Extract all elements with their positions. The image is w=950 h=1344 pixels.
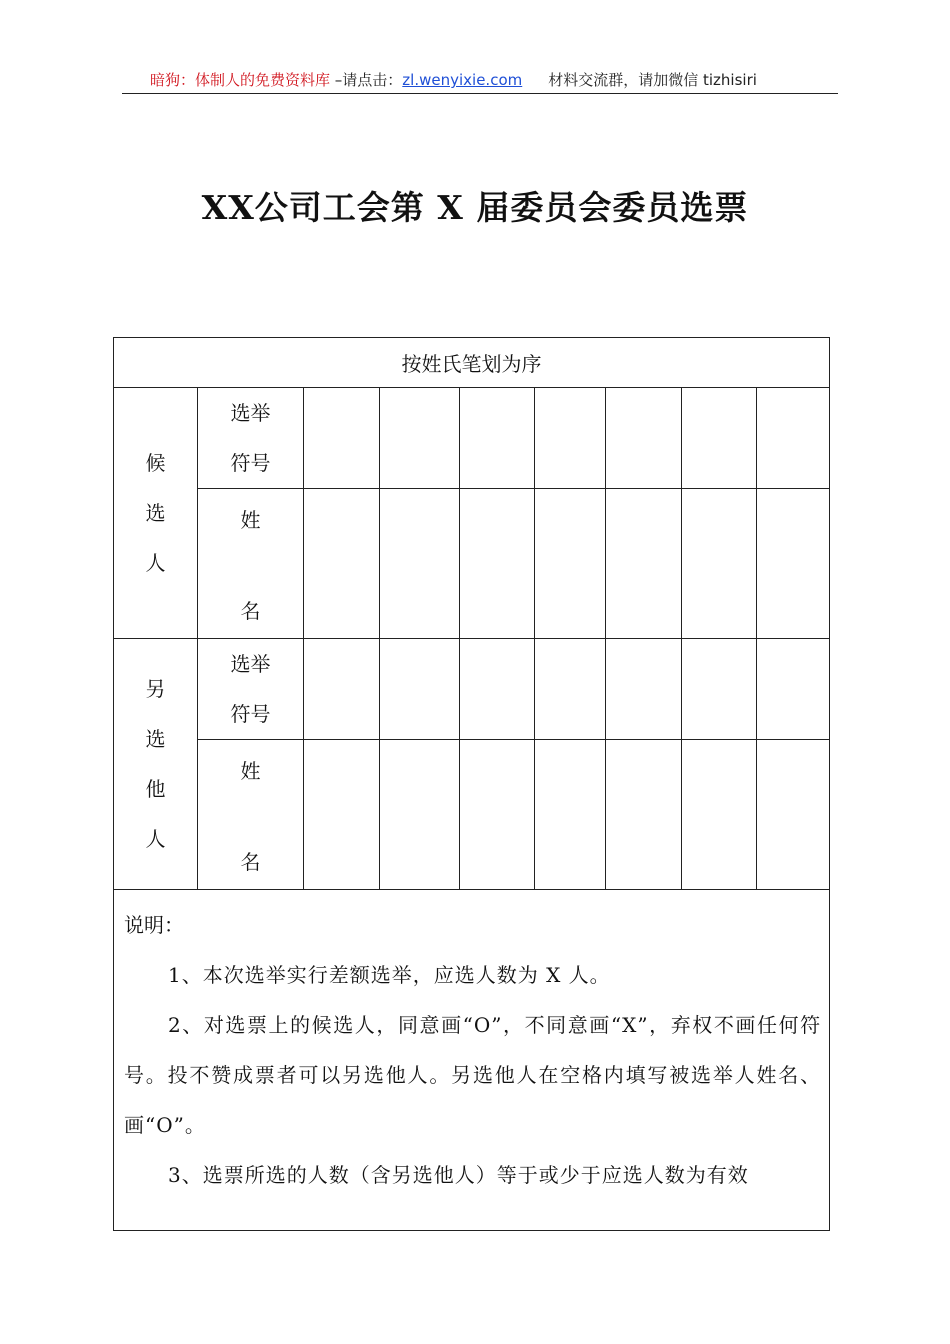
header-link[interactable]: zl.wenyixie.com xyxy=(402,71,523,89)
candidate-name-cell[interactable] xyxy=(535,489,606,639)
other-name-cell[interactable] xyxy=(535,740,606,890)
other-code-cell[interactable] xyxy=(304,639,380,740)
page-header xyxy=(150,70,840,90)
notes-item: 2、对选票上的候选人，同意画“O”，不同意画“X”，弃权不画任何符号。投不赞成票者可以另选他人。另选他人在空格内填写被选举人姓名、画“O”。 xyxy=(124,1013,822,1137)
notes-cell xyxy=(114,890,830,1231)
other-name-cell[interactable] xyxy=(606,740,682,890)
other-code-cell[interactable] xyxy=(535,639,606,740)
order-label: 按姓氏笔划为序 xyxy=(401,352,542,376)
header-site-name: 暗狗：体制人的免费资料库 xyxy=(150,71,331,89)
other-name-cell[interactable] xyxy=(304,740,380,890)
other-name-cell[interactable] xyxy=(380,740,460,890)
other-name-cell[interactable] xyxy=(757,740,830,890)
candidate-name-label xyxy=(198,489,304,639)
other-code-cell[interactable] xyxy=(460,639,535,740)
candidate-name-cell[interactable] xyxy=(757,489,830,639)
code-label-line: 选举 xyxy=(230,652,271,676)
candidate-code-label xyxy=(198,388,304,489)
other-code-label xyxy=(198,639,304,740)
header-click-prompt: –请点击： xyxy=(330,71,403,89)
candidate-name-cell[interactable] xyxy=(380,489,460,639)
order-label-cell xyxy=(114,338,830,388)
candidate-name-cell[interactable] xyxy=(606,489,682,639)
candidate-code-cell[interactable] xyxy=(460,388,535,489)
candidate-name-cell[interactable] xyxy=(682,489,757,639)
other-code-cell[interactable] xyxy=(606,639,682,740)
header-wechat-note: 材料交流群，请加微信 tizhisiri xyxy=(548,71,757,89)
ballot-table xyxy=(113,337,830,1231)
name-label-char: 名 xyxy=(240,849,261,874)
other-code-cell[interactable] xyxy=(757,639,830,740)
name-label-char: 名 xyxy=(240,598,261,623)
other-char: 选 xyxy=(145,727,166,751)
candidate-code-cell[interactable] xyxy=(535,388,606,489)
candidate-char: 选 xyxy=(145,501,166,525)
other-char: 人 xyxy=(145,827,166,851)
candidate-char: 人 xyxy=(145,551,166,575)
other-char: 他 xyxy=(145,777,166,801)
candidate-group-label xyxy=(114,388,198,639)
notes-item: 3、选票所选的人数（含另选他人）等于或少于应选人数为有效 xyxy=(168,1163,749,1187)
other-group-label xyxy=(114,639,198,890)
candidate-name-cell[interactable] xyxy=(304,489,380,639)
other-char: 另 xyxy=(145,677,166,701)
candidate-code-cell[interactable] xyxy=(757,388,830,489)
candidate-code-cell[interactable] xyxy=(682,388,757,489)
candidate-char: 候 xyxy=(145,451,166,475)
header-divider xyxy=(122,93,838,94)
candidate-name-cell[interactable] xyxy=(460,489,535,639)
other-name-cell[interactable] xyxy=(682,740,757,890)
code-label-line: 选举 xyxy=(230,401,271,425)
name-label-char: 姓 xyxy=(240,507,261,532)
candidate-code-cell[interactable] xyxy=(606,388,682,489)
other-name-label xyxy=(198,740,304,890)
candidate-code-cell[interactable] xyxy=(380,388,460,489)
candidate-code-cell[interactable] xyxy=(304,388,380,489)
name-label-char: 姓 xyxy=(240,758,261,783)
other-code-cell[interactable] xyxy=(380,639,460,740)
notes-heading: 说明： xyxy=(124,913,184,937)
other-name-cell[interactable] xyxy=(460,740,535,890)
code-label-line: 符号 xyxy=(230,702,271,726)
code-label-line: 符号 xyxy=(230,451,271,475)
document-title: XX公司工会第 X 届委员会委员选票 xyxy=(201,188,749,227)
notes-item: 1、本次选举实行差额选举，应选人数为 X 人。 xyxy=(168,963,611,987)
other-code-cell[interactable] xyxy=(682,639,757,740)
